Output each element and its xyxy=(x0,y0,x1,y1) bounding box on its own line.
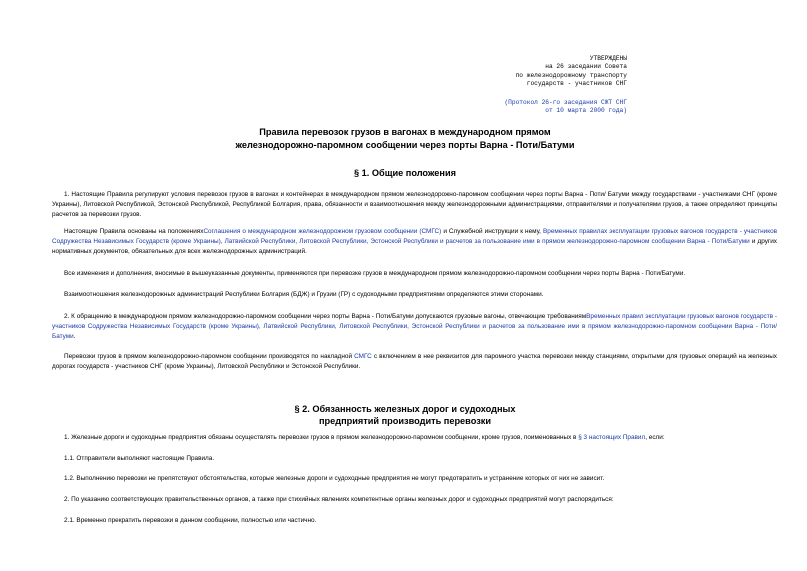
protocol-line[interactable]: от 10 марта 2000 года) xyxy=(545,107,627,115)
title-line-2: железнодорожно-паромном сообщении через порты Варна - Поти/Батуми xyxy=(235,140,575,150)
protocol-line[interactable]: (Протокол 26-го заседания СЖТ СНГ xyxy=(504,98,627,106)
document-title xyxy=(160,126,650,152)
approval-line: по железнодорожному транспорту xyxy=(515,71,627,79)
paragraph: 1. Настоящие Правила регулируют условия перевозок грузов в вагонах и контейнерах в международном прямом железнодорожно-паромном сообщении через порты Варна - Поти/ Батуми между государствами - участниками СНГ (кроме Украины), Литовской Республикой, Эстонской Республикой, Республикой Болгария, права, обязанности и взаимоотношения между железнодорожными администрациями, отправителями и получателями грузов, а также определяют принципы расчетов за перевозки грузов. xyxy=(52,191,777,218)
approval-stamp xyxy=(504,55,627,115)
approval-line: на 26 заседании Совета xyxy=(545,63,627,71)
section-1-heading: § 1. Общие положения xyxy=(354,168,456,178)
paragraph: Настоящие Правила основаны на положенияхСоглашения о международном железнодорожном грузовом сообщении (СМГС) и Служебной инструкции к нему, Временных правилах эксплуатации грузовых вагонов государств - участников Содружества Независимых Государств (кроме Украины), Латвийской Республики, Литовской Республики, Эстонской Республики и расчетов за пользование ими в прямом железнодорожно-паромном сообщении Варна - Поти/Батуми и других нормативных документов, обязательных для всех железнодорожных администраций. xyxy=(52,228,778,255)
approval-line: государств - участников СНГ xyxy=(526,80,627,88)
link-smgs[interactable]: СМГС xyxy=(354,353,372,360)
link-smgs-agreement[interactable]: Соглашения о международном железнодорожном грузовом сообщении (СМГС) xyxy=(203,228,442,235)
paragraph: 1. Железные дороги и судоходные предприятия обязаны осуществлять перевозки грузов в прямом железнодорожно-паромном сообщении, кроме грузов, поименованных в § 3 настоящих Правил, если: xyxy=(64,434,665,441)
paragraph: 1.1. Отправители выполняют настоящие Правила. xyxy=(64,455,215,462)
link-temporary-rules[interactable]: Временных правилах эксплуатации грузовых вагонов государств - участников Содружества Независимых Государств (кроме Украины), Латвийской Республики, Литовской Республики, Эстонской Республики и расчетов за пользование ими в прямом железнодорожно-паромном сообщении Варна - Поти/Батуми xyxy=(52,228,778,245)
paragraph: 1.2. Выполнению перевозки не препятствуют обстоятельства, которые железные дороги и судоходные предприятия не могут предотвратить и устранение которых от них не зависит. xyxy=(64,475,605,482)
paragraph: 2. По указанию соответствующих правительственных органов, а также при стихийных явлениях компетентные органы железных дорог и судоходных предприятий могут распорядиться: xyxy=(64,496,614,503)
section-2-heading: § 2. Обязанность железных дорог и судоходных предприятий производить перевозки xyxy=(294,404,516,426)
paragraph: Взаимоотношения железнодорожных администраций Республики Болгария (БДЖ) и Грузии (ГР) с судоходными предприятиями определяются этими сторонами. xyxy=(64,291,544,298)
link-section-3[interactable]: § 3 настоящих Правил xyxy=(578,434,646,441)
paragraph: Перевозки грузов в прямом железнодорожно-паромном сообщении производятся по накладной СМГС с включением в нее реквизитов для паромного участка перевозки между станциями, открытыми для грузовых операций на железных дорогах государств - участников СНГ (кроме Украины), Литовской Республики и Эстонской Республики. xyxy=(52,353,777,370)
approval-line: УТВЕРЖДЕНЫ xyxy=(589,55,627,62)
link-temporary-rules[interactable]: Временных правил эксплуатации грузовых вагонов государств - участников Содружества Независимых Государств (кроме Украины), Латвийской Республики, Литовской Республики, Эстонской Республики и расчетов за пользование ими в прямом железнодорожно-паромном сообщении Варна - Поти/Батуми xyxy=(52,313,777,340)
paragraph: 2.1. Временно прекратить перевозки в данном сообщении, полностью или частично. xyxy=(64,517,317,524)
paragraph: Все изменения и дополнения, вносимые в вышеуказанные документы, применяются при перевозке грузов в международном прямом железнодорожно-паромном сообщении через порты Варна - Поти/Батуми. xyxy=(64,270,686,277)
paragraph: 2. К обращению в международном прямом железнодорожно-паромном сообщении через порты Варна - Поти/Батуми допускаются грузовые вагоны, отвечающие требованиямВременных правил эксплуатации грузовых вагонов государств - участников Содружества Независимых Государств (кроме Украины), Латвийской Республики, Литовской Республики, Эстонской Республики и расчетов за пользование ими в прямом железнодорожно-паромном сообщении Варна - Поти/Батуми. xyxy=(52,313,777,340)
title-line-1: Правила перевозок грузов в вагонах в международном прямом xyxy=(259,127,551,137)
